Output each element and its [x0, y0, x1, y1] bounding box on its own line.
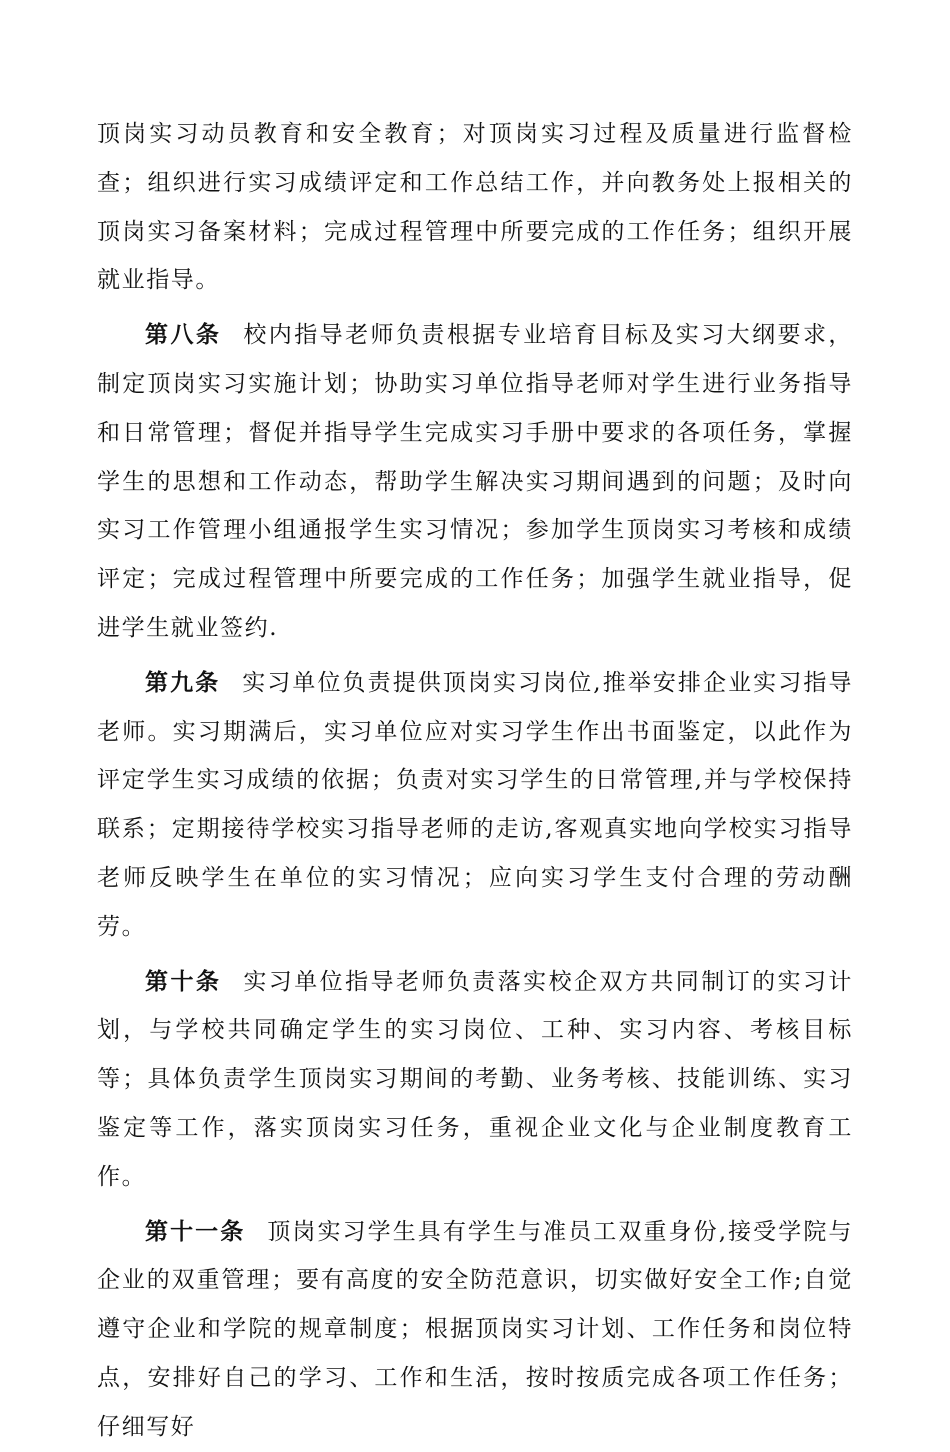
- article-8: [97, 311, 853, 653]
- article-text: 校内指导老师负责根据专业培育目标及实习大纲要求，制定顶岗实习实施计划；协助实习单位指导老师对学生进行业务指导和日常管理；督促并指导学生完成实习手册中要求的各项任务，掌握学生的思想和工作动态，帮助学生解决实习期间遇到的问题；及时向实习工作管理小组通报学生实习情况；参加学生顶岗实习考核和成绩评定；完成过程管理中所要完成的工作任务；加强学生就业指导，促进学生就业签约.: [97, 322, 853, 641]
- article-title: 第九条: [145, 668, 221, 696]
- article-9: [97, 659, 853, 952]
- article-title: 第十一条: [145, 1217, 246, 1245]
- article-11: [97, 1208, 853, 1452]
- article-text: 顶岗实习学生具有学生与准员工双重身份,接受学院与企业的双重管理；要有高度的安全防范意识，切实做好安全工作;自觉遵守企业和学院的规章制度；根据顶岗实习计划、工作任务和岗位特点，安排好自己的学习、工作和生活，按时按质完成各项工作任务；仔细写好: [97, 1218, 853, 1440]
- article-text: 实习单位负责提供顶岗实习岗位,推举安排企业实习指导老师。实习期满后，实习单位应对实习学生作出书面鉴定，以此作为评定学生实习成绩的依据；负责对实习学生的日常管理,并与学校保持联系；定期接待学校实习指导老师的走访,客观真实地向学校实习指导老师反映学生在单位的实习情况；应向实习学生支付合理的劳动酬劳。: [97, 669, 853, 940]
- article-text: 实习单位指导老师负责落实校企双方共同制订的实习计划，与学校共同确定学生的实习岗位、工种、实习内容、考核目标等；具体负责学生顶岗实习期间的考勤、业务考核、技能训练、实习鉴定等工作，落实顶岗实习任务，重视企业文化与企业制度教育工作。: [97, 968, 853, 1190]
- document-page: [97, 110, 853, 1452]
- article-10: [97, 958, 853, 1202]
- article-title: 第八条: [145, 321, 222, 349]
- article-title: 第十条: [145, 967, 222, 995]
- paragraph-continuation: [97, 110, 853, 305]
- paragraph-text: 顶岗实习动员教育和安全教育；对顶岗实习过程及质量进行监督检查；组织进行实习成绩评定和工作总结工作，并向教务处上报相关的顶岗实习备案材料；完成过程管理中所要完成的工作任务；组织开展就业指导。: [97, 121, 853, 294]
